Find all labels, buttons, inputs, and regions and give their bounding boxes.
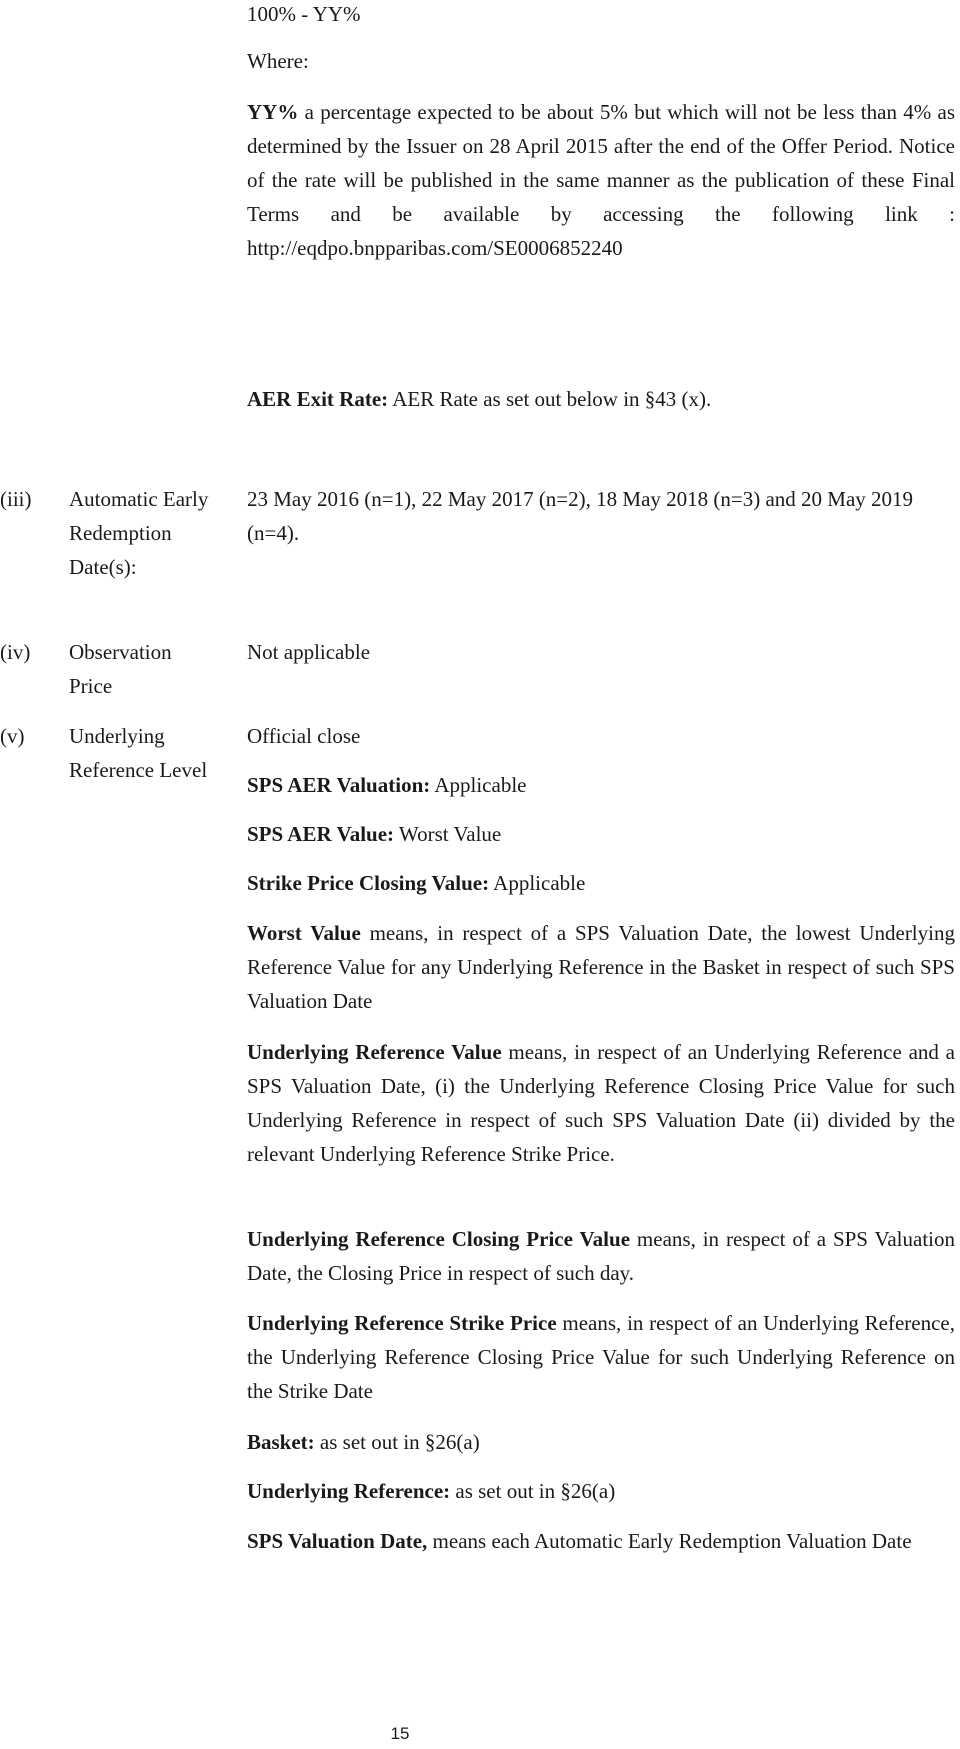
aer-exit-term: AER Exit Rate: xyxy=(247,387,389,411)
definition-text: means, in respect of an Underlying Reference, the Underlying Reference Closing Price Value for such Underlying Reference on the Strike Date xyxy=(247,1311,955,1403)
definition-text: as set out in §26(a) xyxy=(314,1430,480,1454)
definition-term: Underlying Reference Closing Price Value xyxy=(247,1227,631,1251)
definition-text: Applicable xyxy=(430,773,527,797)
definition-text: means, in respect of a SPS Valuation Date, the lowest Underlying Reference Value for any Underlying Reference in the Basket in respect of such SPS Valuation Date xyxy=(247,921,955,1013)
underlying-reference-definition xyxy=(247,1474,955,1508)
item-number: (v) xyxy=(0,724,25,748)
definition-term: Strike Price Closing Value: xyxy=(247,871,490,895)
definition-term: Underlying Reference: xyxy=(247,1479,451,1503)
item-text: Official close xyxy=(247,724,361,748)
strike-price-closing-value xyxy=(247,866,955,900)
item-text: Not applicable xyxy=(247,640,371,664)
definition-text: means, in respect of a SPS Valuation Date, the Closing Price in respect of such day. xyxy=(247,1227,955,1285)
yy-text: a percentage expected to be about 5% but which will not be less than 4% as determined by the Issuer on 28 April 2015 after the end of the Offer Period. Notice of the rate will be published in the same manner as the publication of these Final Terms and be available by accessing the following link : xyxy=(247,100,955,226)
item-number: (iv) xyxy=(0,640,31,664)
definition-text: Applicable xyxy=(489,871,586,895)
definition-term: SPS AER Valuation: xyxy=(247,773,431,797)
definition-term: Underlying Reference Value xyxy=(247,1040,502,1064)
yy-link: http://eqdpo.bnpparibas.com/SE0006852240 xyxy=(247,236,623,260)
definition-text: Worst Value xyxy=(394,822,502,846)
worst-value-definition xyxy=(247,916,955,1018)
where-label: Where: xyxy=(247,49,309,73)
strike-price-definition xyxy=(247,1306,955,1408)
yy-definition xyxy=(247,95,955,265)
definition-term: SPS AER Value: xyxy=(247,822,395,846)
item-label: Automatic Early Redemption Date(s): xyxy=(69,487,209,579)
yy-term: YY% xyxy=(247,100,299,124)
aer-exit-text: AER Rate as set out below in §43 (x). xyxy=(388,387,712,411)
definition-term: SPS Valuation Date, xyxy=(247,1529,428,1553)
sps-valuation-date-definition xyxy=(247,1524,955,1558)
definition-term: Worst Value xyxy=(247,921,361,945)
sps-aer-value xyxy=(247,817,955,851)
sps-aer-valuation xyxy=(247,768,955,802)
underlying-reference-value-definition xyxy=(247,1035,955,1171)
definition-term: Underlying Reference Strike Price xyxy=(247,1311,557,1335)
basket-definition xyxy=(247,1425,955,1459)
item-label: Observation Price xyxy=(69,640,172,698)
closing-price-value-definition xyxy=(247,1222,955,1290)
aer-exit-rate xyxy=(247,382,955,416)
page-number: 15 xyxy=(390,1724,410,1743)
definition-text: as set out in §26(a) xyxy=(450,1479,616,1503)
item-number: (iii) xyxy=(0,487,32,511)
definition-term: Basket: xyxy=(247,1430,315,1454)
definition-text: means, in respect of an Underlying Reference and a SPS Valuation Date, (i) the Underlying Reference Closing Price Value for such Underlying Reference in respect of such SPS Valuation Date (ii) divided by the relevant Underlying Reference Strike Price. xyxy=(247,1040,955,1166)
definition-text: means each Automatic Early Redemption Valuation Date xyxy=(427,1529,912,1553)
formula: 100% - YY% xyxy=(247,2,361,26)
item-label: Underlying Reference Level xyxy=(69,724,208,782)
item-text: 23 May 2016 (n=1), 22 May 2017 (n=2), 18 May 2018 (n=3) and 20 May 2019 (n=4). xyxy=(247,487,914,545)
